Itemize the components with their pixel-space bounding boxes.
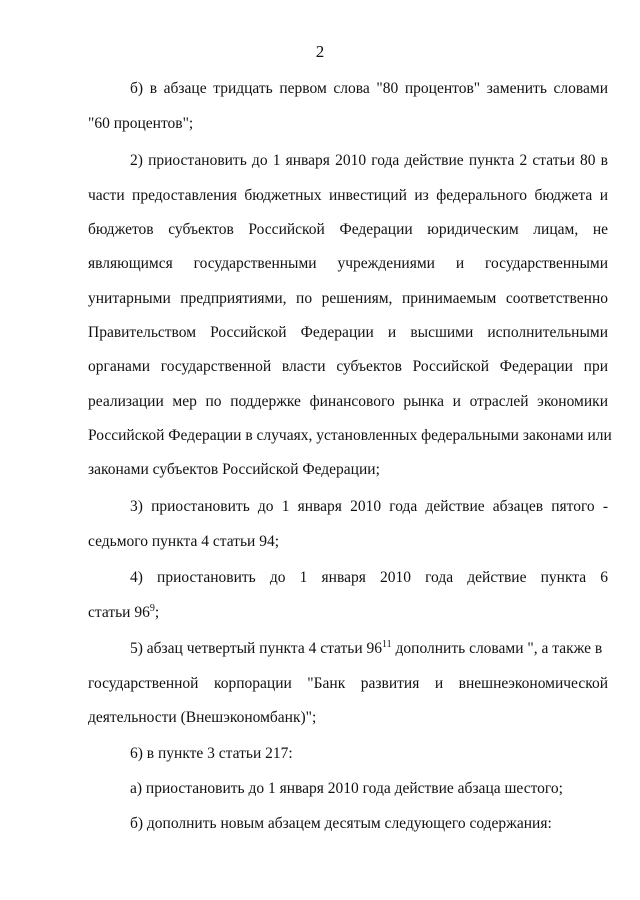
text-line: реализации мер по поддержке финансового рынка и отраслей экономики <box>88 393 608 410</box>
footnote-superscript: 9 <box>149 602 155 614</box>
text-line <box>130 639 608 659</box>
text-line: 6) в пункте 3 статьи 217: <box>130 745 293 762</box>
text-line: а) приостановить до 1 января 2010 года действие абзаца шестого; <box>130 780 563 797</box>
text-line: седьмого пункта 4 статьи 94; <box>88 533 280 550</box>
text-line: б) в абзаце тридцать первом слова "80 процентов" заменить словами <box>130 80 608 97</box>
text-segment: 5) абзац четвертый пункта 4 статьи 96 <box>130 640 383 657</box>
text-line: 2) приостановить до 1 января 2010 года действие пункта 2 статьи 80 в <box>130 152 608 169</box>
text-line: законами субъектов Российской Федерации; <box>88 461 380 478</box>
footnote-superscript: 11 <box>382 638 392 650</box>
text-segment: статьи 96 <box>88 604 150 621</box>
text-line: б) дополнить новым абзацем десятым следующего содержания: <box>130 815 552 832</box>
text-line: 4) приостановить до 1 января 2010 года действие пункта 6 <box>130 569 608 586</box>
text-line: являющимся государственными учреждениями и государственными <box>88 255 608 272</box>
text-line: Российской Федерации в случаях, установленных федеральными законами или <box>88 427 612 444</box>
page-number: 2 <box>315 42 325 61</box>
text-line <box>88 603 608 623</box>
text-line: органами государственной власти субъектов Российской Федерации при <box>88 358 608 375</box>
text-line: деятельности (Внешэкономбанк)"; <box>88 709 317 726</box>
text-segment: дополнить словами ", а также в <box>391 640 603 657</box>
text-line: государственной корпорации "Банк развития и внешнеэкономической <box>88 675 608 692</box>
text-segment: ; <box>154 604 160 621</box>
text-line: унитарными предприятиями, по решениям, принимаемым соответственно <box>88 290 608 307</box>
text-line: части предоставления бюджетных инвестиций из федерального бюджета и <box>88 187 608 204</box>
text-line: Правительством Российской Федерации и высшими исполнительными <box>88 324 608 341</box>
text-line: "60 процентов"; <box>88 115 194 132</box>
text-line: 3) приостановить до 1 января 2010 года действие абзацев пятого - <box>130 498 608 515</box>
text-line: бюджетов субъектов Российской Федерации юридическим лицам, не <box>88 221 608 238</box>
